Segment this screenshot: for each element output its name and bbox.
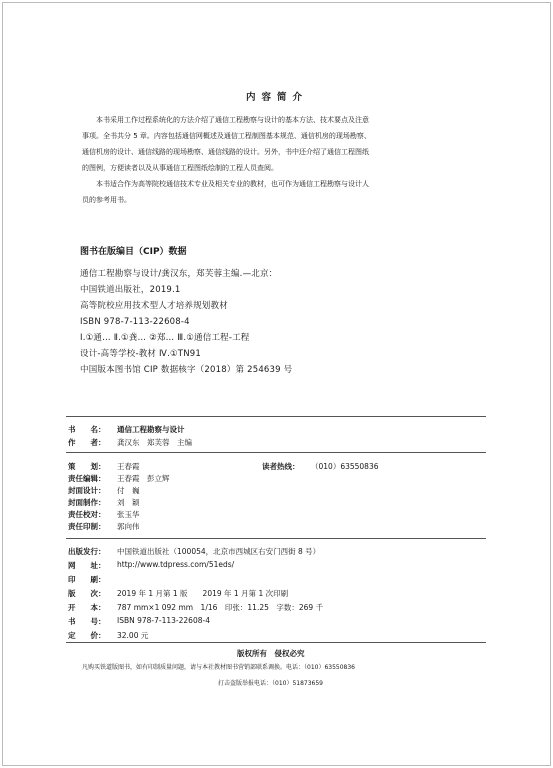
publisher-label: 出版发行： — [68, 547, 106, 556]
divider — [66, 452, 486, 453]
hotline: （010）63550836 — [311, 462, 379, 471]
format-label: 开 本： — [68, 603, 106, 612]
print-label: 责任印制： — [68, 522, 106, 531]
book-author: 龚汉东 郑芙蓉 主编 — [117, 438, 192, 447]
website-label: 网 址： — [68, 561, 106, 570]
cip-isbn: ISBN 978-7-113-22608-4 — [80, 317, 190, 327]
summary-line: 的图例，方便读者以及从事通信工程图纸绘制的工程人员查阅。 — [82, 164, 278, 172]
cover-design-label: 封面设计： — [68, 486, 106, 495]
cover-make-label: 封面制作： — [68, 498, 106, 507]
summary-line: 通信机房的设计、通信线路的现场勘察、通信线路的设计。另外，书中还介绍了通信工程图纸 — [82, 148, 369, 156]
edition: 2019 年 1 月第 1 版 2019 年 1 月第 1 次印刷 — [117, 589, 289, 598]
divider — [66, 642, 486, 643]
cip-line: 高等院校应用技术型人才培养规划教材 — [80, 301, 228, 311]
planner-label: 策 划： — [68, 462, 106, 471]
cip-record: 中国版本图书馆 CIP 数据核字（2018）第 254639 号 — [80, 365, 293, 375]
piracy-hotline: 打击盗版举报电话：（010）51873659 — [218, 680, 323, 687]
divider — [66, 416, 486, 417]
summary-line: 事项。全书共分 5 章。内容包括通信网概述及通信工程制图基本规范、通信机房的现场勘察、 — [82, 132, 371, 140]
cip-title: 图书在版编目（CIP）数据 — [80, 247, 187, 257]
publisher: 中国铁道出版社（100054，北京市西城区右安门西街 8 号） — [117, 547, 321, 556]
proof-label: 责任校对： — [68, 510, 106, 519]
printer-label: 印 刷： — [68, 575, 106, 584]
planner: 王春霞 — [117, 462, 140, 471]
format: 787 mm×1 092 mm 1/16 印张：11.25 字数：269 千 — [117, 603, 324, 612]
cip-line: 设计-高等学校-教材 Ⅳ.①TN91 — [80, 349, 201, 359]
book-title-label: 书 名： — [68, 425, 106, 434]
rights-notice: 凡购买铁道版图书，如有印制质量问题，请与本社教材图书营销部联系调换。电话：（010）63550836 — [82, 664, 355, 671]
cip-line: Ⅰ.①通… Ⅱ.①龚… ②郑… Ⅲ.①通信工程-工程 — [80, 333, 250, 343]
isbn-label: 书 号： — [68, 617, 106, 626]
rights-title: 版权所有 侵权必究 — [237, 649, 305, 658]
book-title: 通信工程勘察与设计 — [117, 425, 185, 434]
cip-line: 中国铁道出版社，2019.1 — [80, 285, 181, 295]
cover-design: 付 巍 — [117, 486, 140, 495]
editor: 王春霞 彭立辉 — [117, 474, 170, 483]
print-supervisor: 郭向伟 — [117, 522, 140, 531]
cip-line: 通信工程勘察与设计/龚汉东，郑芙蓉主编.—北京： — [80, 269, 278, 279]
proofreader: 张玉华 — [117, 510, 140, 519]
edition-label: 版 次： — [68, 589, 106, 598]
website: http://www.tdpress.com/51eds/ — [117, 560, 235, 569]
price: 32.00 元 — [117, 631, 149, 640]
summary-heading: 内容简介 — [246, 92, 309, 103]
summary-line: 本书适合作为高等院校通信技术专业及相关专业的教材，也可作为通信工程勘察与设计人 — [96, 180, 369, 188]
hotline-label: 读者热线： — [262, 462, 300, 471]
divider — [66, 538, 486, 539]
isbn: ISBN 978-7-113-22608-4 — [117, 616, 210, 625]
price-label: 定 价： — [68, 631, 106, 640]
book-author-label: 作 者： — [68, 438, 106, 447]
summary-line: 员的参考用书。 — [82, 196, 131, 204]
editor-label: 责任编辑： — [68, 474, 106, 483]
cover-make: 刘 颖 — [117, 498, 140, 507]
summary-line: 本书采用工作过程系统化的方法介绍了通信工程勘察与设计的基本方法、技术要点及注意 — [96, 116, 369, 124]
